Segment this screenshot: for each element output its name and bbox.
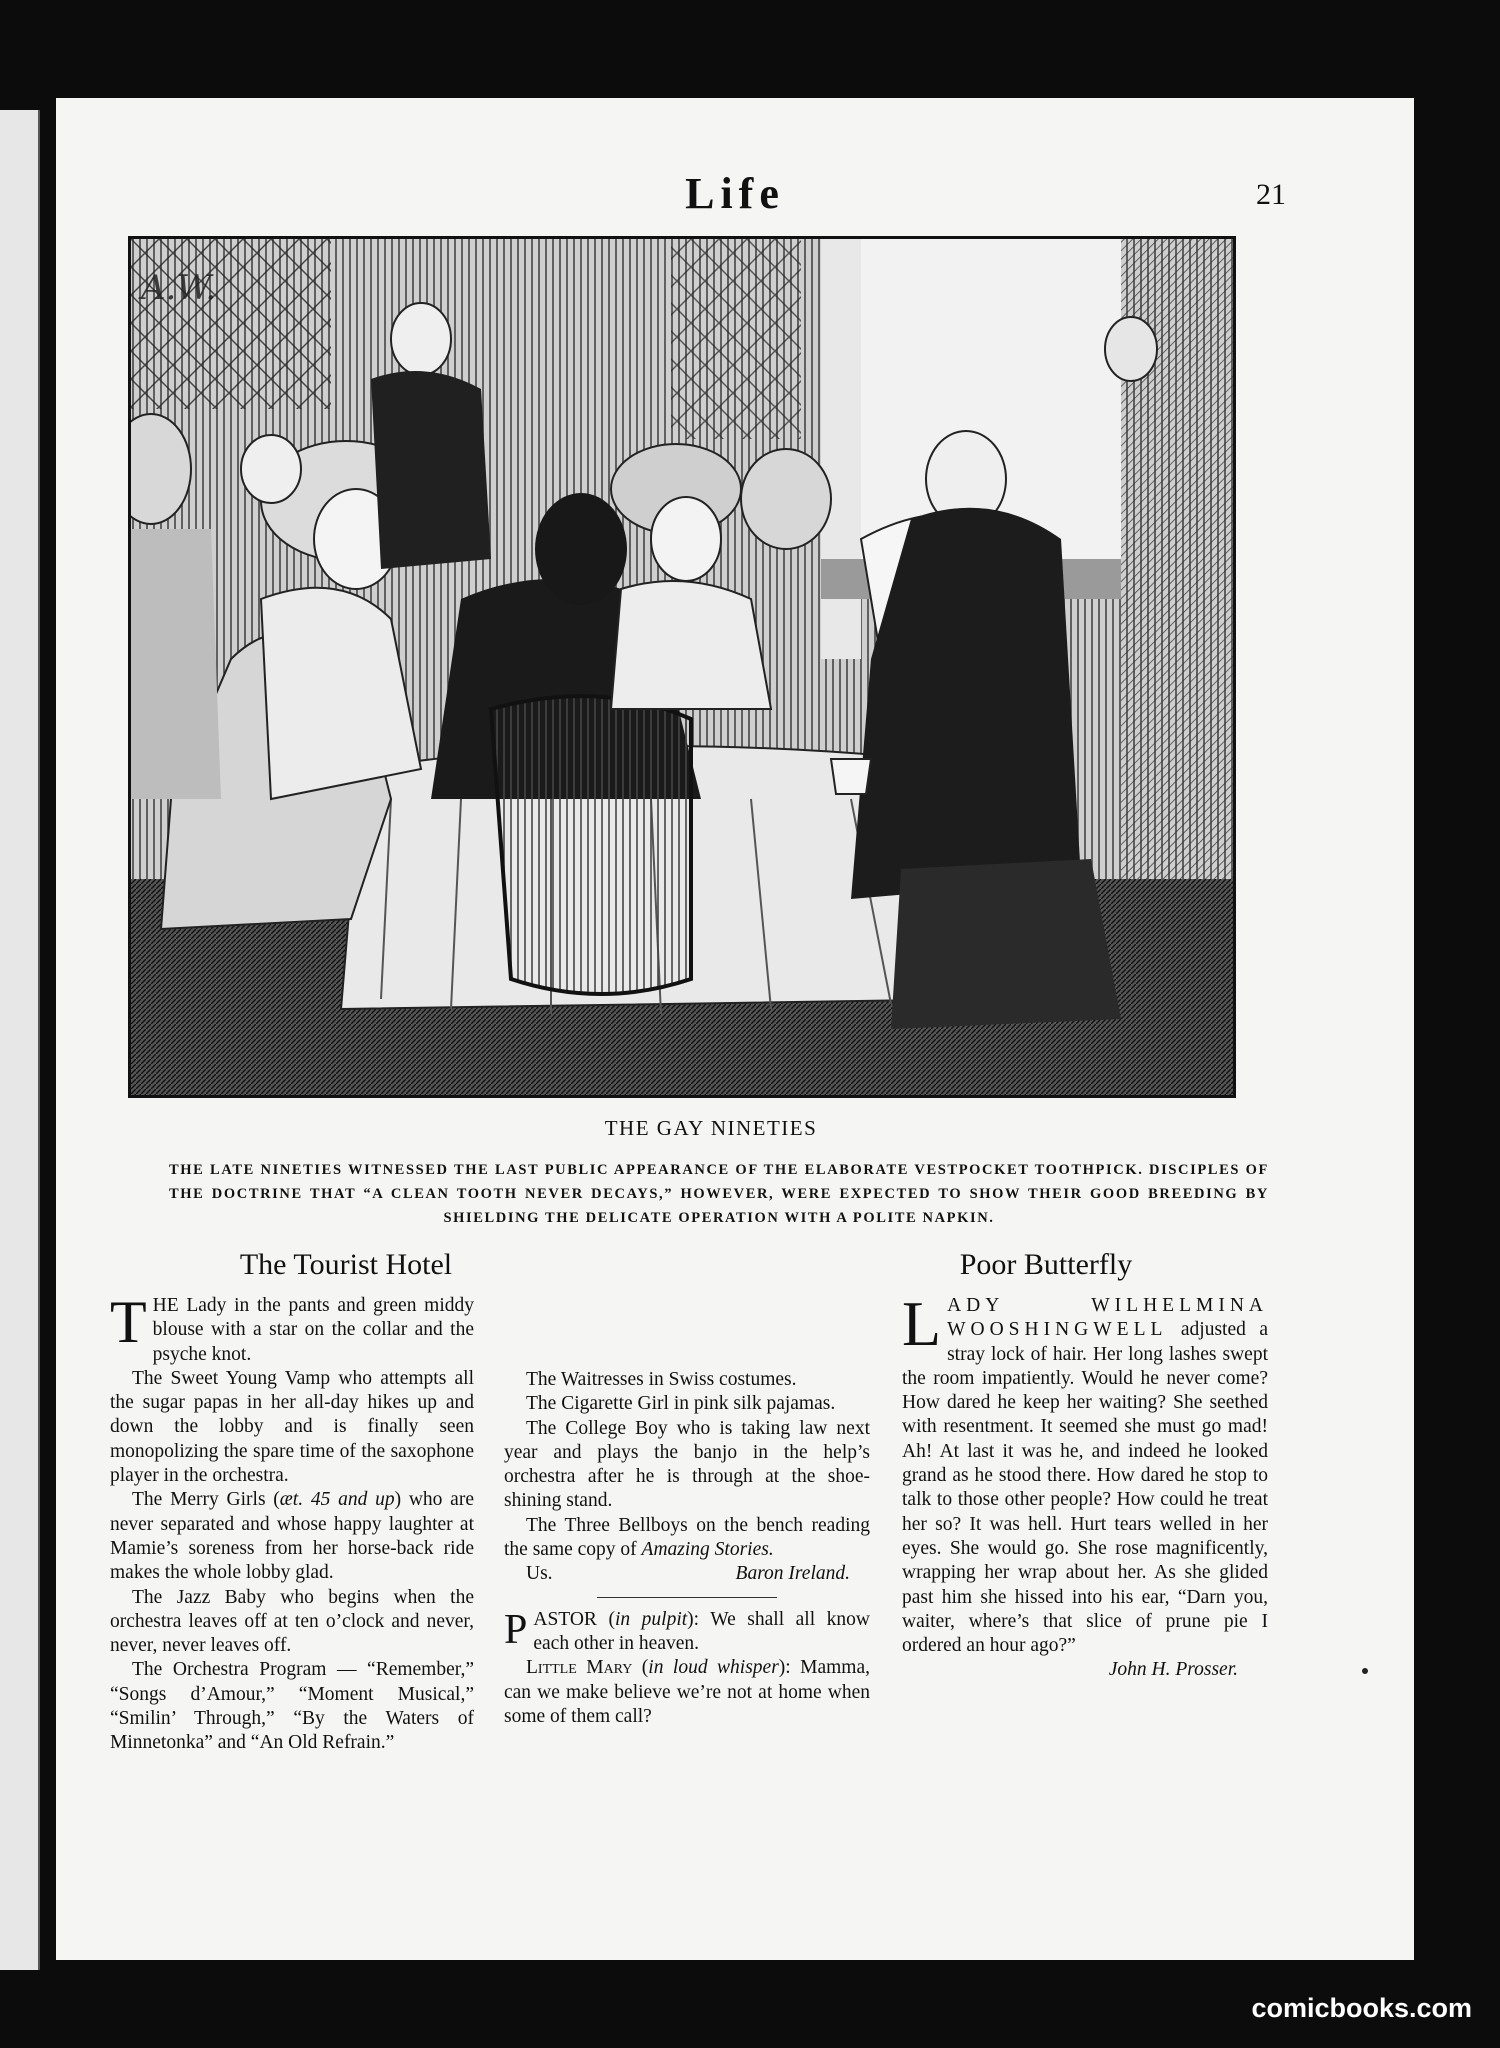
drop-cap: T [110, 1289, 147, 1355]
paragraph-text: The Three Bellboys on the bench reading the same copy of [504, 1514, 870, 1561]
paragraph-text: HE Lady in the pants and green middy blouse with a star on the collar and the psyche knot. [152, 1295, 474, 1365]
paragraph: The Jazz Baby who begins when the orchestra leaves off at ten o’clock and never, never, never leaves off. [110, 1586, 474, 1657]
joke-paragraph: Little Mary (in loud whisper): Mamma, can we make believe we’re not at home when some of them call? [504, 1657, 871, 1727]
dialogue: : We shall all know each other in heaven. [533, 1608, 871, 1654]
paragraph: The Sweet Young Vamp who attempts all the sugar papas in her all-day hikes up and down the lobby and is finally seen monopolizing the spare time of the saxophone player in the orchestra. [110, 1367, 474, 1487]
paragraph [504, 1514, 870, 1563]
paragraph-text: Us. [526, 1563, 553, 1585]
page-number: 21 [1256, 178, 1286, 211]
paragraph-italic: æt. 45 and up [279, 1489, 395, 1511]
stray-mark [1362, 1668, 1368, 1674]
paragraph [902, 1288, 1268, 1658]
headline-tourist-hotel: The Tourist Hotel [239, 1248, 453, 1281]
dialogue: : Mamma, can we make believe we’re not at home when some of them call? [504, 1657, 871, 1727]
paragraph: The Orchestra Program — “Remember,” “Songs d’Amour,” “Moment Musical,” “Smilin’ Through,” “By the Waters of Minnetonka” and “An Old Refrain.” [110, 1659, 474, 1754]
drop-cap: L [902, 1288, 942, 1359]
paragraph [110, 1289, 474, 1367]
magazine-page [56, 98, 1414, 1960]
previous-page-edge [0, 110, 40, 1970]
byline [504, 1562, 870, 1586]
divider [597, 1597, 777, 1598]
paragraph-italic: Amazing Stories. [641, 1539, 774, 1561]
paragraph-text: adjusted a stray lock of hair. Her long lashes swept the room impatiently. Would he never come? How dared he keep her waiting? She seethed with resentment. It seemed she must go mad! Ah! At last it was he, and indeed he looked grand as he stood there. How dared he stop to talk to those other people? How could he treat her so? It was hell. Hurt tears welled in her eyes. She would go. She rose magnificently, wrapping her wrap about her. As she glided past him she hissed into his ear, “Darn you, waiter, where’s that slice of prune pie I ordered an hour ago?” [902, 1319, 1268, 1657]
joke-paragraph: PASTOR (in pulpit): We shall all know each other in heaven. [504, 1606, 871, 1654]
paragraph-text: ) who are never separated and whose happy laughter at Mamie’s soreness from her horse-back ride makes the whole lobby glad. [110, 1489, 474, 1584]
stage-direction: in pulpit [614, 1608, 688, 1630]
headline-poor-butterfly: Poor Butterfly [959, 1248, 1133, 1281]
caps-name: ADY WILHELMINA WOOSHINGWELL [947, 1295, 1268, 1341]
paragraph: The Waitresses in Swiss costumes. [526, 1369, 797, 1390]
paragraph: The College Boy who is taking law next year and plays the banjo in the help’s orchestra after he is through at the shoe-shining stand. [504, 1417, 870, 1512]
site-watermark: comicbooks.com [1251, 1993, 1472, 2023]
speaker: ASTOR [533, 1608, 597, 1630]
masthead-title: Life [685, 169, 785, 218]
author-name: Baron Ireland. [735, 1563, 850, 1585]
column-2 [504, 1294, 870, 1729]
author-name: John H. Prosser. [1108, 1659, 1238, 1681]
restaurant-scene-drawing [131, 239, 1233, 1095]
drop-cap: P [504, 1606, 528, 1653]
paragraph: The Cigarette Girl in pink silk pajamas. [526, 1393, 836, 1415]
paragraph-text: The Merry Girls ( [132, 1489, 280, 1511]
paragraph [110, 1488, 474, 1585]
artist-signature: A.W. [141, 268, 217, 308]
column-3 [902, 1288, 1268, 1683]
caption-text: THE LATE NINETIES WITNESSED THE LAST PUBLIC APPEARANCE OF THE ELABORATE VESTPOCKET TOOTHPICK. DISCIPLES OF THE DOCTRINE THAT “A CLEAN TOOTH NEVER DECAYS,” HOWEVER, WERE EXPECTED TO SHOW THEIR GOOD BREEDING BY SHIELDING THE DELICATE OPERATION WITH A POLITE NAPKIN. [169, 1162, 1269, 1226]
speaker: Little Mary [526, 1657, 633, 1679]
gay-nineties-illustration [128, 236, 1236, 1098]
caption-title: THE GAY NINETIES [604, 1116, 818, 1140]
stage-direction: in loud whisper [648, 1657, 779, 1679]
column-1 [110, 1289, 474, 1756]
